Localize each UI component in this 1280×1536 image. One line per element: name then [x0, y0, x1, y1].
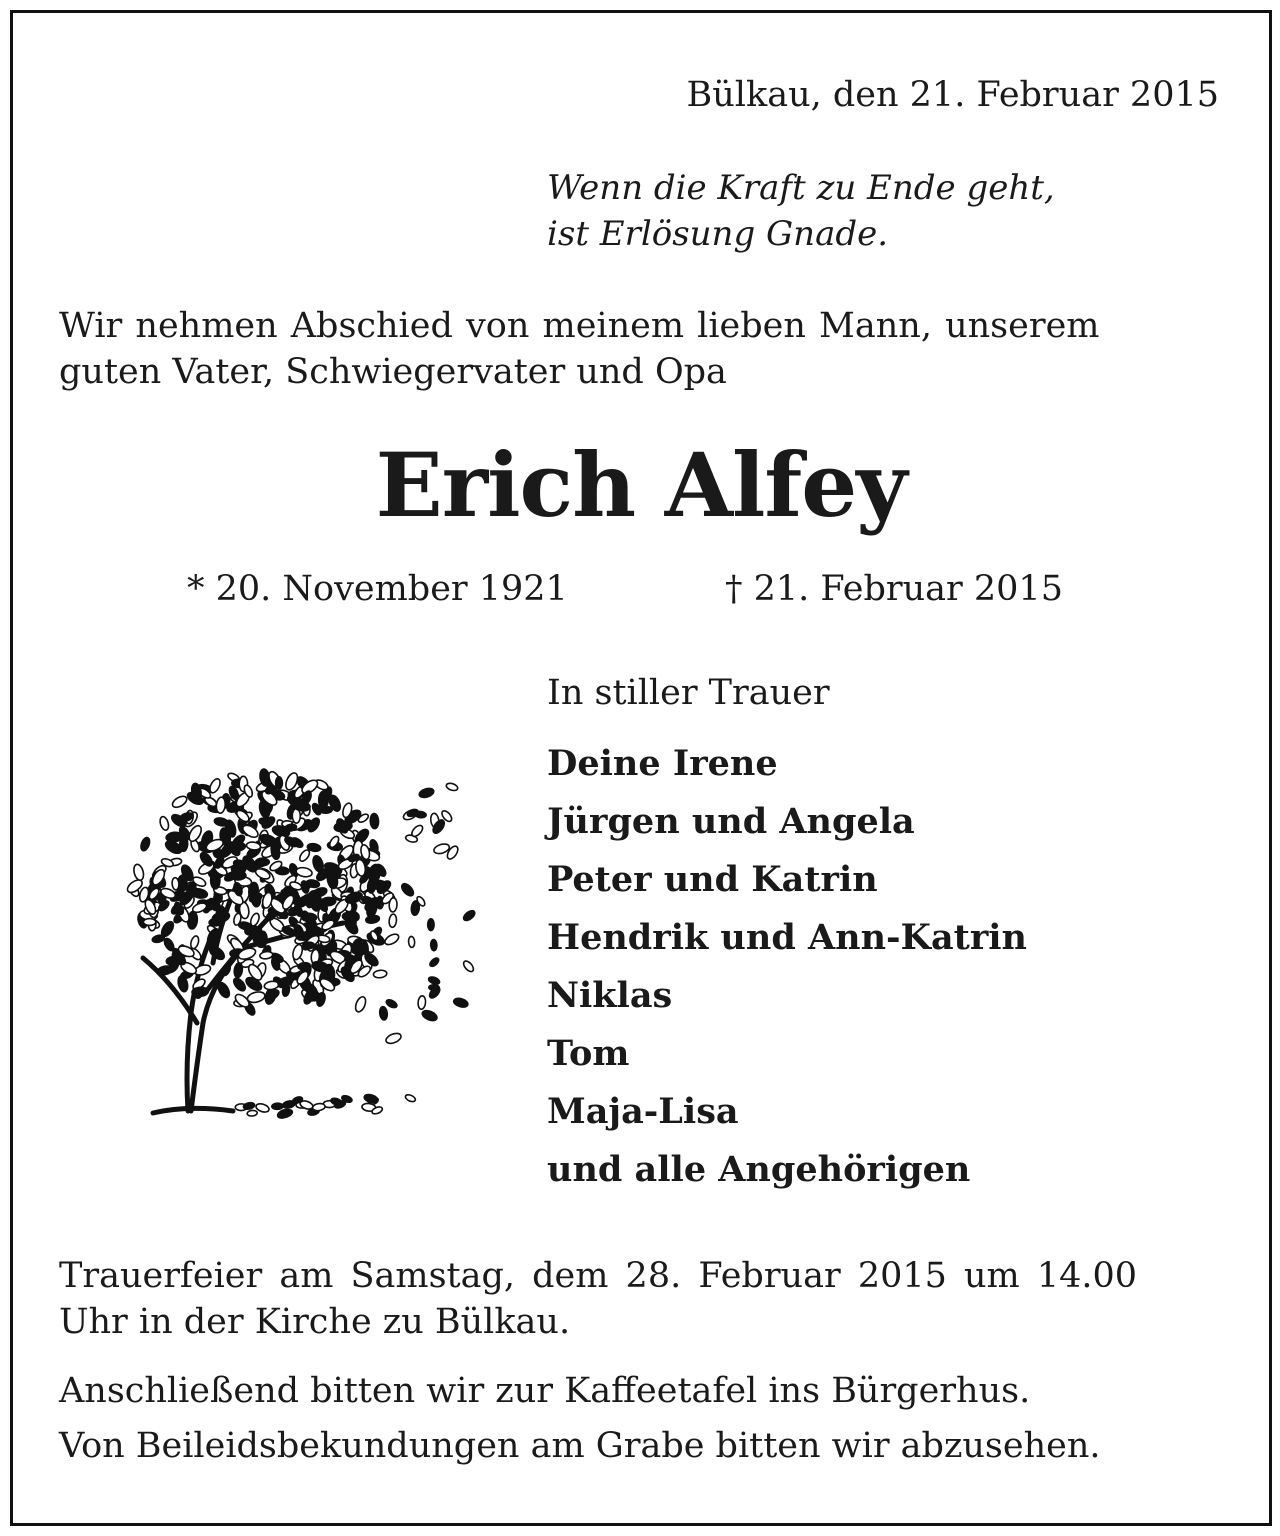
intro-text	[59, 303, 1221, 395]
mourner-name: Peter und Katrin	[547, 859, 878, 900]
obituary-notice	[10, 10, 1272, 1526]
mourning-heading: In stiller Trauer	[547, 673, 830, 713]
mourner-name: und alle Angehörigen	[547, 1149, 971, 1190]
coffee-note: Anschließend bitten wir zur Kaffeetafel ins Bürgerhus.	[59, 1371, 1031, 1411]
mourner-name: Jürgen und Angela	[547, 801, 915, 842]
deceased-name: Erich Alfey	[375, 433, 907, 537]
motto-line-2: ist Erlösung Gnade.	[547, 214, 889, 254]
funeral-line-1: Trauerfeier am Samstag, dem 28. Februar 2015 um 14.00	[59, 1256, 1138, 1296]
mourner-name: Tom	[547, 1033, 630, 1074]
tree-with-falling-leaves-icon	[93, 733, 493, 1133]
birth-date: * 20. November 1921	[187, 569, 568, 609]
mourner-name: Deine Irene	[547, 743, 778, 784]
mourner-name: Hendrik und Ann-Katrin	[547, 917, 1028, 958]
motto-quote	[547, 165, 1055, 257]
funeral-info	[59, 1253, 1221, 1345]
intro-line-1: Wir nehmen Abschied von meinem lieben Mann, unserem	[59, 306, 1100, 346]
place-date: Bülkau, den 21. Februar 2015	[686, 75, 1219, 115]
intro-line-2: guten Vater, Schwiegervater und Opa	[59, 352, 727, 392]
mourners-list	[547, 735, 1027, 1199]
funeral-line-2: Uhr in der Kirche zu Bülkau.	[59, 1302, 571, 1342]
mourner-name: Maja-Lisa	[547, 1091, 739, 1132]
death-date: † 21. Februar 2015	[725, 569, 1063, 609]
mourner-name: Niklas	[547, 975, 673, 1016]
motto-line-1: Wenn die Kraft zu Ende geht,	[547, 168, 1055, 208]
condolence-note: Von Beileidsbekundungen am Grabe bitten wir abzusehen.	[59, 1426, 1101, 1466]
